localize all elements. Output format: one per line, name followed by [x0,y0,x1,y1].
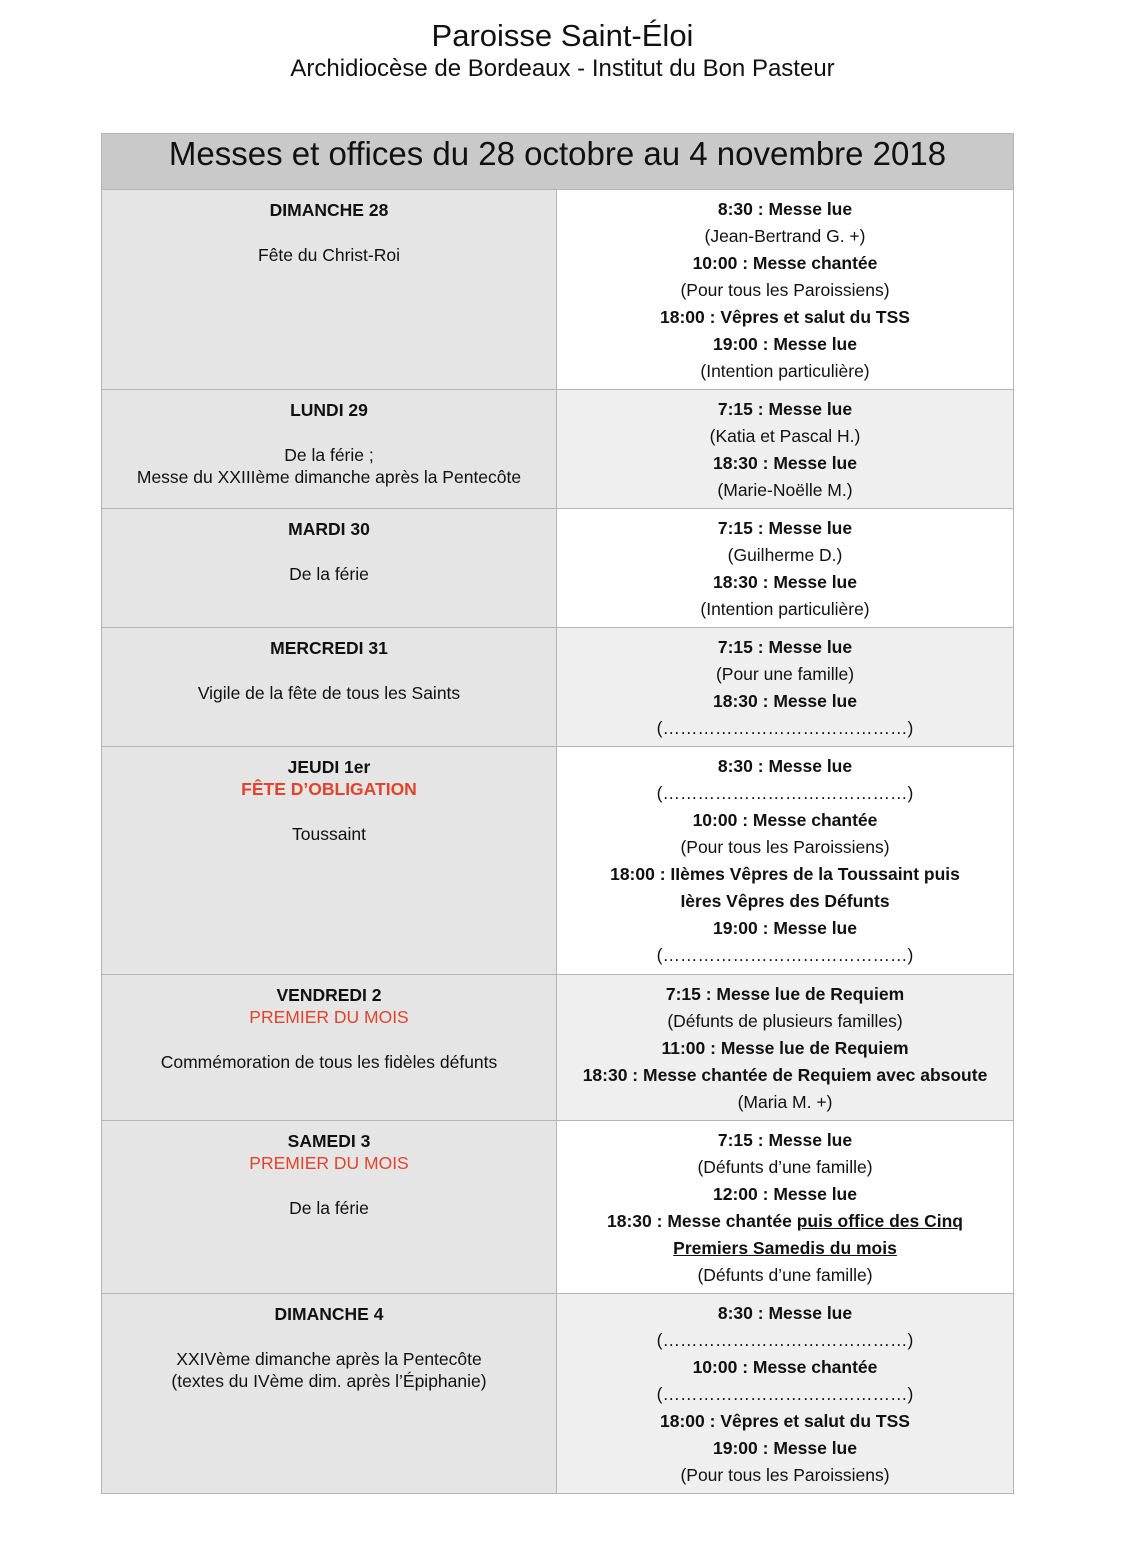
service-text: (……………………………………) [656,718,914,738]
feast-line: De la férie [289,564,369,584]
day-badge: PREMIER DU MOIS [249,1007,409,1027]
service-line [557,304,1013,331]
table-title-row [102,134,1014,190]
service-text: 7:15 : Messe lue [717,518,853,538]
service-line [557,1062,1013,1089]
service-text: 7:15 : Messe lue de Requiem [665,984,905,1004]
service-line [557,1435,1013,1462]
service-text: (Guilherme D.) [727,545,843,565]
service-line [557,807,1013,834]
service-text: 7:15 : Messe lue [717,399,853,419]
service-line [557,396,1013,423]
service-text: 18:00 : Vêpres et salut du TSS [660,307,910,327]
service-line [557,1235,1013,1262]
service-line [557,223,1013,250]
services-cell [557,1121,1014,1294]
service-text: (Pour tous les Paroissiens) [680,1465,890,1485]
service-text: 8:30 : Messe lue [717,756,853,776]
services-cell [557,509,1014,628]
service-line [557,1154,1013,1181]
service-text: (Maria M. +) [737,1092,833,1112]
service-text: 7:15 : Messe lue [717,637,853,657]
service-line [557,753,1013,780]
table-row [102,509,1014,628]
table-row [102,390,1014,509]
service-line [557,1181,1013,1208]
service-line [557,634,1013,661]
page-header [0,18,1125,84]
services-cell [557,628,1014,747]
service-line [557,981,1013,1008]
table-row [102,747,1014,975]
service-text: 10:00 : Messe chantée [692,253,878,273]
service-line [557,1327,1013,1354]
service-line [557,1008,1013,1035]
service-text: (……………………………………) [656,945,914,965]
feast-line: De la férie [289,1198,369,1218]
table-row [102,190,1014,390]
table-row [102,1294,1014,1494]
service-text: 19:00 : Messe lue [713,918,857,938]
service-text: 18:30 : Messe lue [713,572,857,592]
service-line [557,888,1013,915]
services-cell [557,747,1014,975]
service-underlined-text: Premiers Samedis du mois [673,1238,897,1258]
service-text: (Pour tous les Paroissiens) [680,280,890,300]
service-text: (Intention particulière) [700,599,870,619]
service-line [557,423,1013,450]
service-text: 18:30 : Messe chantée de Requiem avec absoute [582,1065,988,1085]
day-cell [102,190,557,390]
day-name: DIMANCHE 4 [274,1304,384,1324]
service-text: (Intention particulière) [700,361,870,381]
service-text: 10:00 : Messe chantée [692,1357,878,1377]
service-line [557,834,1013,861]
service-line [557,569,1013,596]
service-text: 18:30 : Messe chantée [607,1211,797,1231]
feast-line: Commémoration de tous les fidèles défunts [160,1052,498,1072]
services-cell [557,390,1014,509]
day-cell [102,628,557,747]
day-cell [102,509,557,628]
service-text: 18:30 : Messe lue [713,691,857,711]
day-name: LUNDI 29 [290,400,368,420]
service-line [557,861,1013,888]
service-line [557,1300,1013,1327]
service-text: (Pour une famille) [715,664,855,684]
service-line [557,688,1013,715]
service-line [557,1035,1013,1062]
table-row [102,975,1014,1121]
service-text: 19:00 : Messe lue [713,1438,857,1458]
service-line [557,358,1013,385]
service-text: 7:15 : Messe lue [717,1130,853,1150]
service-line [557,780,1013,807]
service-text: 8:30 : Messe lue [717,1303,853,1323]
service-text: 8:30 : Messe lue [717,199,853,219]
service-text: (……………………………………) [656,1384,914,1404]
table-title: Messes et offices du 28 octobre au 4 novembre 2018 [102,134,1014,190]
feast-line: Messe du XXIIIème dimanche après la Pentecôte [136,467,522,487]
service-line [557,450,1013,477]
service-text: 18:00 : IIèmes Vêpres de la Toussaint puis [610,864,960,884]
day-cell [102,747,557,975]
service-text: 18:00 : Vêpres et salut du TSS [660,1411,910,1431]
day-name: SAMEDI 3 [287,1131,371,1151]
feast-line: Fête du Christ-Roi [258,245,400,265]
service-text: (……………………………………) [656,1330,914,1350]
service-text: 11:00 : Messe lue de Requiem [661,1038,909,1058]
service-text: 12:00 : Messe lue [713,1184,857,1204]
service-text: (Jean-Bertrand G. +) [704,226,866,246]
diocese-name: Archidiocèse de Bordeaux - Institut du Bon Pasteur [290,55,835,82]
service-line [557,331,1013,358]
service-line [557,196,1013,223]
service-line [557,715,1013,742]
service-line [557,1208,1013,1235]
day-name: VENDREDI 2 [276,985,382,1005]
service-line [557,1127,1013,1154]
service-line [557,250,1013,277]
parish-name: Paroisse Saint-Éloi [431,18,694,53]
service-line [557,1462,1013,1489]
service-line [557,661,1013,688]
service-underlined-text: puis office des Cinq [796,1211,963,1231]
service-text: (Défunts d’une famille) [697,1265,873,1285]
service-line [557,542,1013,569]
day-name: MARDI 30 [288,519,370,539]
day-badge: PREMIER DU MOIS [249,1153,409,1173]
services-cell [557,190,1014,390]
schedule-table [101,133,1014,1494]
service-line [557,915,1013,942]
service-text: (……………………………………) [656,783,914,803]
feast-line: (textes du IVème dim. après l’Épiphanie) [171,1371,487,1391]
day-badge: FÊTE D’OBLIGATION [241,779,417,799]
service-text: (Marie-Noëlle M.) [717,480,853,500]
day-name: MERCREDI 31 [270,638,388,658]
service-text: 19:00 : Messe lue [713,334,857,354]
service-line [557,942,1013,969]
service-text: (Défunts d’une famille) [697,1157,873,1177]
service-line [557,477,1013,504]
day-name: JEUDI 1er [287,757,371,777]
service-line [557,596,1013,623]
day-cell [102,1294,557,1494]
table-row [102,1121,1014,1294]
service-line [557,515,1013,542]
service-line [557,1089,1013,1116]
day-cell [102,1121,557,1294]
day-cell [102,390,557,509]
service-line [557,1354,1013,1381]
services-cell [557,1294,1014,1494]
service-text: Ières Vêpres des Défunts [680,891,890,911]
service-text: (Pour tous les Paroissiens) [680,837,890,857]
day-name: DIMANCHE 28 [269,200,389,220]
services-cell [557,975,1014,1121]
service-text: (Défunts de plusieurs familles) [667,1011,903,1031]
feast-line: XXIVème dimanche après la Pentecôte [176,1349,482,1369]
service-line [557,277,1013,304]
service-line [557,1381,1013,1408]
feast-line: De la férie ; [284,445,374,465]
feast-line: Vigile de la fête de tous les Saints [197,683,461,703]
feast-line: Toussaint [292,824,366,844]
service-text: 10:00 : Messe chantée [692,810,878,830]
day-cell [102,975,557,1121]
schedule-body [102,190,1014,1494]
service-line [557,1408,1013,1435]
table-row [102,628,1014,747]
service-text: (Katia et Pascal H.) [709,426,861,446]
service-line [557,1262,1013,1289]
service-text: 18:30 : Messe lue [713,453,857,473]
